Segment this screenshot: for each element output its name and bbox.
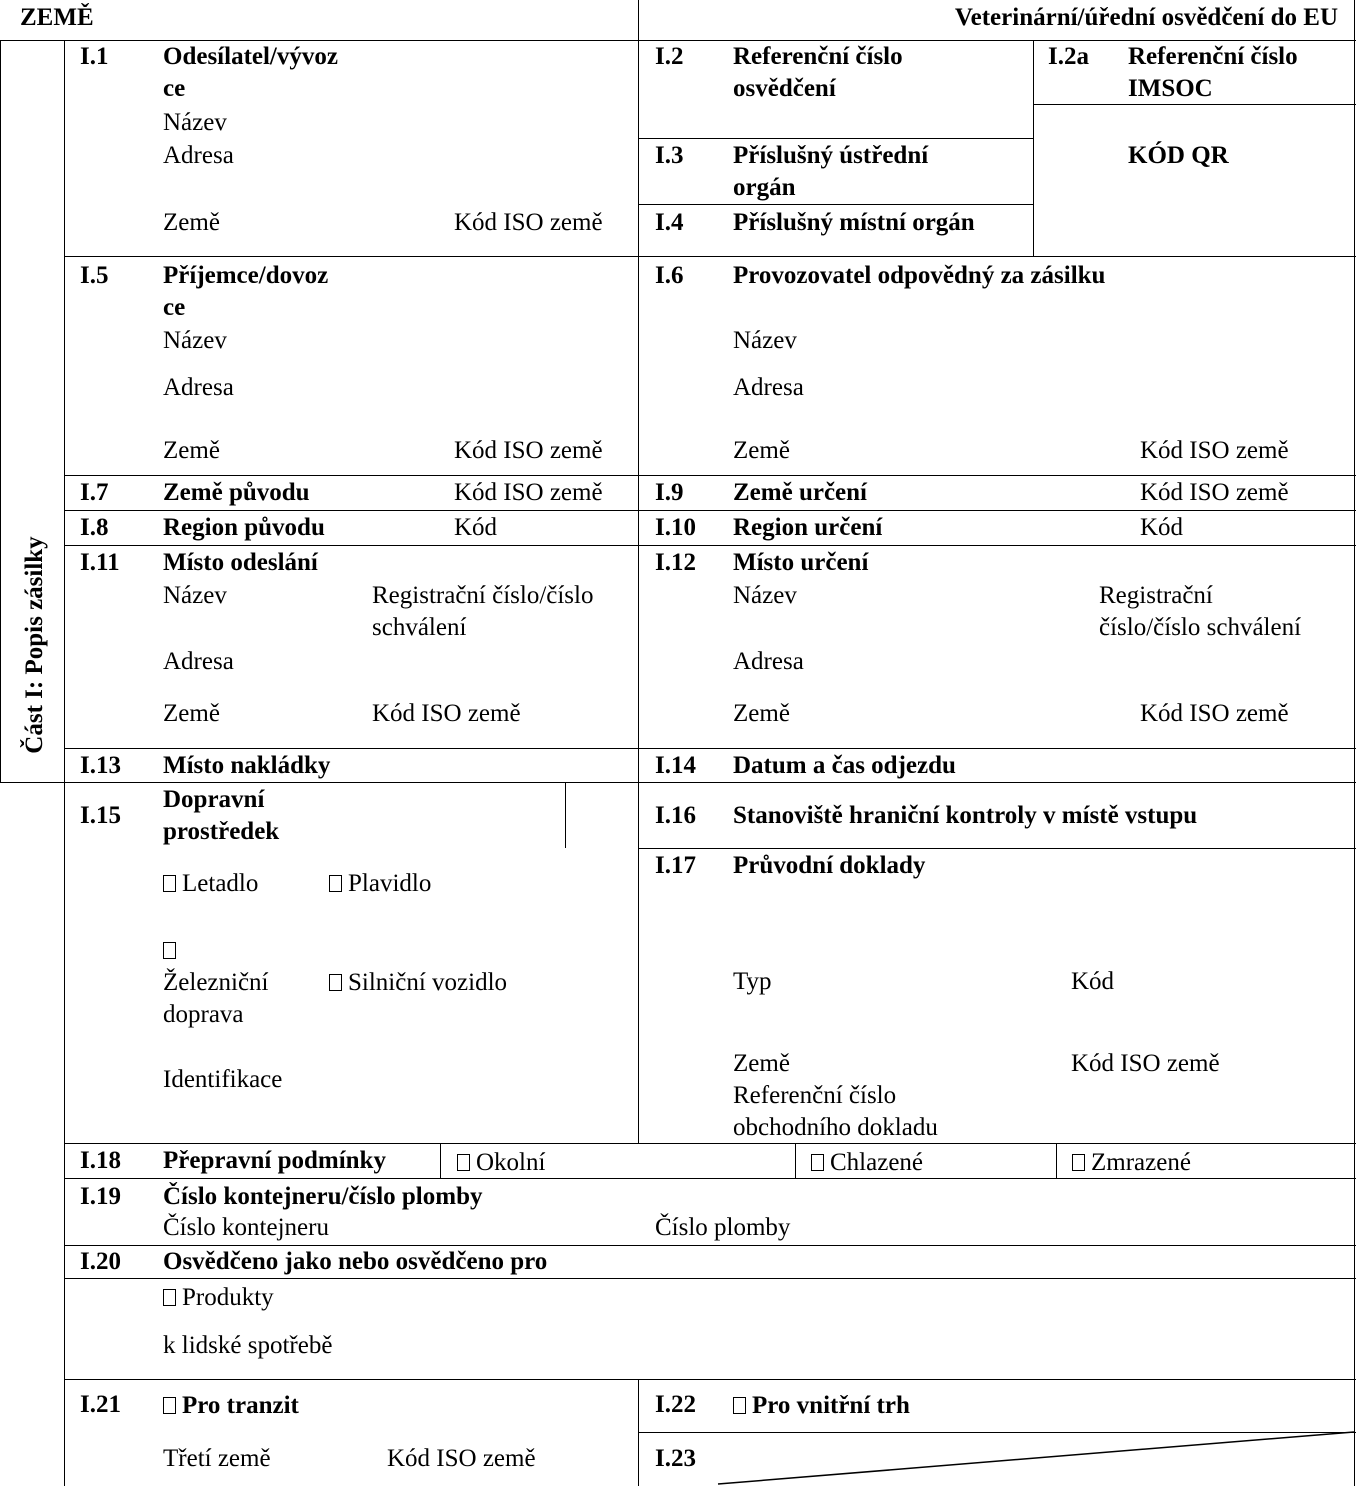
i6-country-label: Země — [733, 437, 790, 464]
i11-address-label: Adresa — [163, 648, 234, 675]
rail-checkbox[interactable] — [163, 942, 176, 959]
i11-country-label: Země — [163, 700, 220, 727]
i6-iso-label: Kód ISO země — [1140, 437, 1289, 464]
i4-number: I.4 — [655, 209, 684, 236]
i4-title: Příslušný místní orgán — [733, 209, 975, 236]
i12-country-label: Země — [733, 700, 790, 727]
i12-reg-line1: Registrační — [1099, 582, 1213, 609]
i21-iso-label: Kód ISO země — [387, 1445, 536, 1472]
i6-title: Provozovatel odpovědný za zásilku — [733, 262, 1106, 289]
i17-type-label: Typ — [733, 968, 772, 995]
i15-title-line1: Dopravní — [163, 786, 265, 813]
vessel-checkbox[interactable] — [329, 875, 342, 892]
i17-country-label: Země — [733, 1050, 790, 1077]
certificate-title: Veterinární/úřední osvědčení do EU — [954, 4, 1338, 31]
vessel-option[interactable]: Plavidlo — [329, 868, 431, 900]
i21-number: I.21 — [80, 1391, 121, 1418]
i8-title: Region původu — [163, 514, 325, 541]
seal-number-label: Číslo plomby — [655, 1214, 791, 1241]
third-country-label: Třetí země — [163, 1445, 271, 1472]
i3-number: I.3 — [655, 142, 684, 169]
ambient-checkbox[interactable] — [457, 1154, 470, 1171]
i5-number: I.5 — [80, 262, 109, 289]
i13-title: Místo nakládky — [163, 752, 331, 779]
i10-title: Region určení — [733, 514, 883, 541]
i10-number: I.10 — [655, 514, 696, 541]
i9-title: Země určení — [733, 479, 867, 506]
i6-address-label: Adresa — [733, 374, 804, 401]
i5-name-label: Název — [163, 327, 227, 354]
i18-title: Přepravní podmínky — [163, 1147, 386, 1174]
i5-title-line1: Příjemce/dovoz — [163, 262, 329, 289]
i1-title-line2: ce — [163, 75, 186, 102]
i2-number: I.2 — [655, 43, 684, 70]
chilled-option[interactable]: Chlazené — [811, 1147, 923, 1179]
i3-title-line2: orgán — [733, 174, 796, 201]
i12-name-label: Název — [733, 582, 797, 609]
rail-option[interactable] — [163, 935, 182, 967]
i12-reg-line2: číslo/číslo schválení — [1099, 614, 1302, 641]
i23-number: I.23 — [655, 1445, 696, 1472]
i1-address-label: Adresa — [163, 142, 234, 169]
transit-checkbox[interactable] — [163, 1397, 176, 1414]
chilled-checkbox[interactable] — [811, 1154, 824, 1171]
rail-label-line1: Železniční — [163, 969, 269, 996]
i5-iso-label: Kód ISO země — [454, 437, 603, 464]
container-number-label: Číslo kontejneru — [163, 1214, 329, 1241]
i6-number: I.6 — [655, 262, 684, 289]
country-header: ZEMĚ — [20, 4, 94, 31]
part-one-label: Část I: Popis zásilky — [21, 536, 48, 754]
i14-title: Datum a čas odjezdu — [733, 752, 956, 779]
i13-number: I.13 — [80, 752, 121, 779]
human-consumption-label: k lidské spotřebě — [163, 1332, 333, 1359]
i5-title-line2: ce — [163, 294, 186, 321]
road-vehicle-option[interactable]: Silniční vozidlo — [329, 967, 507, 999]
frozen-option[interactable]: Zmrazené — [1072, 1147, 1191, 1179]
i17-iso-label: Kód ISO země — [1071, 1050, 1220, 1077]
frozen-checkbox[interactable] — [1072, 1154, 1085, 1171]
rail-label-line2: doprava — [163, 1001, 244, 1028]
products-option[interactable]: Produkty — [163, 1282, 274, 1314]
i1-country-label: Země — [163, 209, 220, 236]
i1-number: I.1 — [80, 43, 109, 70]
i12-number: I.12 — [655, 549, 696, 576]
qr-code-placeholder: KÓD QR — [1128, 142, 1229, 169]
i11-reg-line1: Registrační číslo/číslo — [372, 582, 594, 609]
i1-iso-label: Kód ISO země — [454, 209, 603, 236]
i17-ref-line1: Referenční číslo — [733, 1082, 897, 1109]
i5-address-label: Adresa — [163, 374, 234, 401]
i22-number: I.22 — [655, 1391, 696, 1418]
i9-number: I.9 — [655, 479, 684, 506]
i17-title: Průvodní doklady — [733, 852, 926, 879]
i7-title: Země původu — [163, 479, 310, 506]
i7-number: I.7 — [80, 479, 109, 506]
i2a-title-line2: IMSOC — [1128, 75, 1213, 102]
i16-number: I.16 — [655, 802, 696, 829]
i5-country-label: Země — [163, 437, 220, 464]
i3-title-line1: Příslušný ústřední — [733, 142, 929, 169]
identification-label: Identifikace — [163, 1066, 283, 1093]
i2a-title-line1: Referenční číslo — [1128, 43, 1298, 70]
i9-iso-label: Kód ISO země — [1140, 479, 1289, 506]
i2-title-line2: osvědčení — [733, 75, 836, 102]
i14-number: I.14 — [655, 752, 696, 779]
i11-name-label: Název — [163, 582, 227, 609]
i7-iso-label: Kód ISO země — [454, 479, 603, 506]
i2a-number: I.2a — [1048, 43, 1089, 70]
ambient-option[interactable]: Okolní — [457, 1147, 545, 1179]
i6-name-label: Název — [733, 327, 797, 354]
i19-title: Číslo kontejneru/číslo plomby — [163, 1183, 483, 1210]
i15-number: I.15 — [80, 802, 121, 829]
i10-code-label: Kód — [1140, 514, 1184, 541]
internal-market-option[interactable]: Pro vnitřní trh — [733, 1390, 910, 1422]
internal-market-checkbox[interactable] — [733, 1397, 746, 1414]
i2-title-line1: Referenční číslo — [733, 43, 903, 70]
i8-number: I.8 — [80, 514, 109, 541]
i20-title: Osvědčeno jako nebo osvědčeno pro — [163, 1248, 548, 1275]
i17-ref-line2: obchodního dokladu — [733, 1114, 938, 1141]
i15-title-line2: prostředek — [163, 818, 280, 845]
products-checkbox[interactable] — [163, 1289, 176, 1306]
i12-address-label: Adresa — [733, 648, 804, 675]
i12-iso-label: Kód ISO země — [1140, 700, 1289, 727]
i16-title: Stanoviště hraniční kontroly v místě vstupu — [733, 802, 1198, 829]
i1-name-label: Název — [163, 109, 227, 136]
aircraft-option[interactable]: Letadlo — [163, 868, 258, 900]
i8-code-label: Kód — [454, 514, 498, 541]
i11-reg-line2: schválení — [372, 614, 467, 641]
i20-number: I.20 — [80, 1248, 121, 1275]
transit-option[interactable]: Pro tranzit — [163, 1390, 299, 1422]
road-vehicle-checkbox[interactable] — [329, 974, 342, 991]
i17-code-label: Kód — [1071, 968, 1115, 995]
i18-number: I.18 — [80, 1147, 121, 1174]
i12-title: Místo určení — [733, 549, 869, 576]
i1-title-line1: Odesílatel/vývoz — [163, 43, 338, 70]
i11-title: Místo odeslání — [163, 549, 318, 576]
i17-number: I.17 — [655, 852, 696, 879]
i19-number: I.19 — [80, 1183, 121, 1210]
i11-number: I.11 — [80, 549, 120, 576]
i11-iso-label: Kód ISO země — [372, 700, 521, 727]
aircraft-checkbox[interactable] — [163, 875, 176, 892]
